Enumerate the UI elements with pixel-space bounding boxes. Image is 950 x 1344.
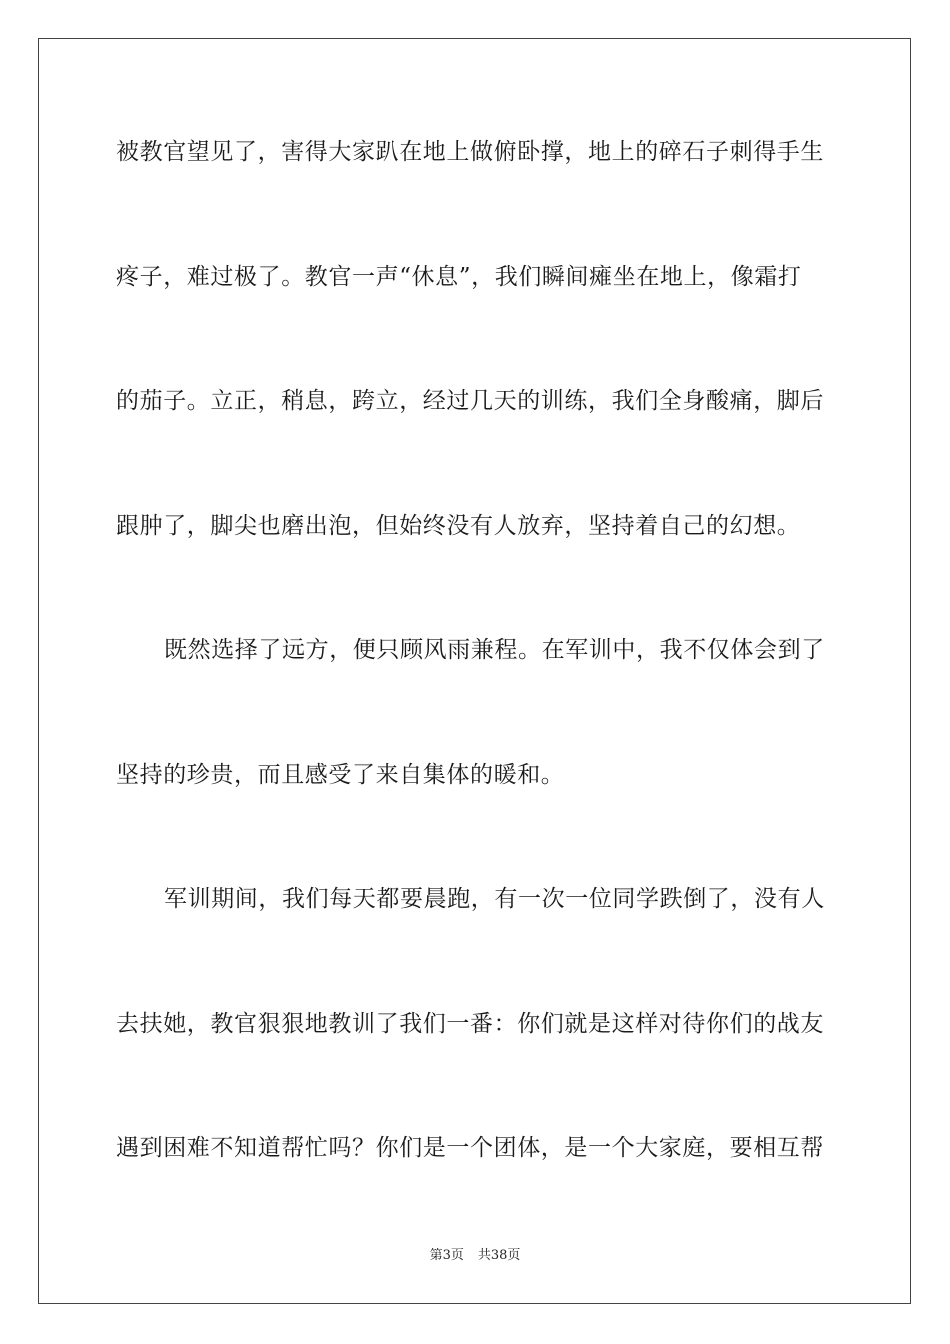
paragraph-first-line: 军训期间，我们每天都要晨跑，有一次一位同学跌倒了，没有人 xyxy=(164,886,825,912)
paragraph-first-line: 既然选择了远方，便只顾风雨兼程。在军训中，我不仅体会到了 xyxy=(164,637,825,663)
page-footer xyxy=(0,1248,950,1264)
body-text-line: 被教官望见了，害得大家趴在地上做俯卧撑，地上的碎石子刺得手生 xyxy=(116,139,824,165)
body-text-line: 疼子，难过极了。教官一声“休息”，我们瞬间瘫坐在地上，像霜打 xyxy=(116,264,802,290)
body-text-line: 去扶她，教官狠狠地教训了我们一番：你们就是这样对待你们的战友 xyxy=(116,1011,824,1037)
body-text-line: 的茄子。立正，稍息，跨立，经过几天的训练，我们全身酸痛，脚后 xyxy=(116,388,824,414)
body-text-line: 跟肿了，脚尖也磨出泡，但始终没有人放弃，坚持着自己的幻想。 xyxy=(116,513,801,539)
body-text-line: 遇到困难不知道帮忙吗？你们是一个团体，是一个大家庭，要相互帮 xyxy=(116,1135,824,1161)
page-total: 共38页 xyxy=(477,1248,521,1263)
page-border xyxy=(38,38,911,1304)
page-number: 第3页 xyxy=(429,1248,464,1263)
body-text-line: 坚持的珍贵，而且感受了来自集体的暖和。 xyxy=(116,762,565,788)
